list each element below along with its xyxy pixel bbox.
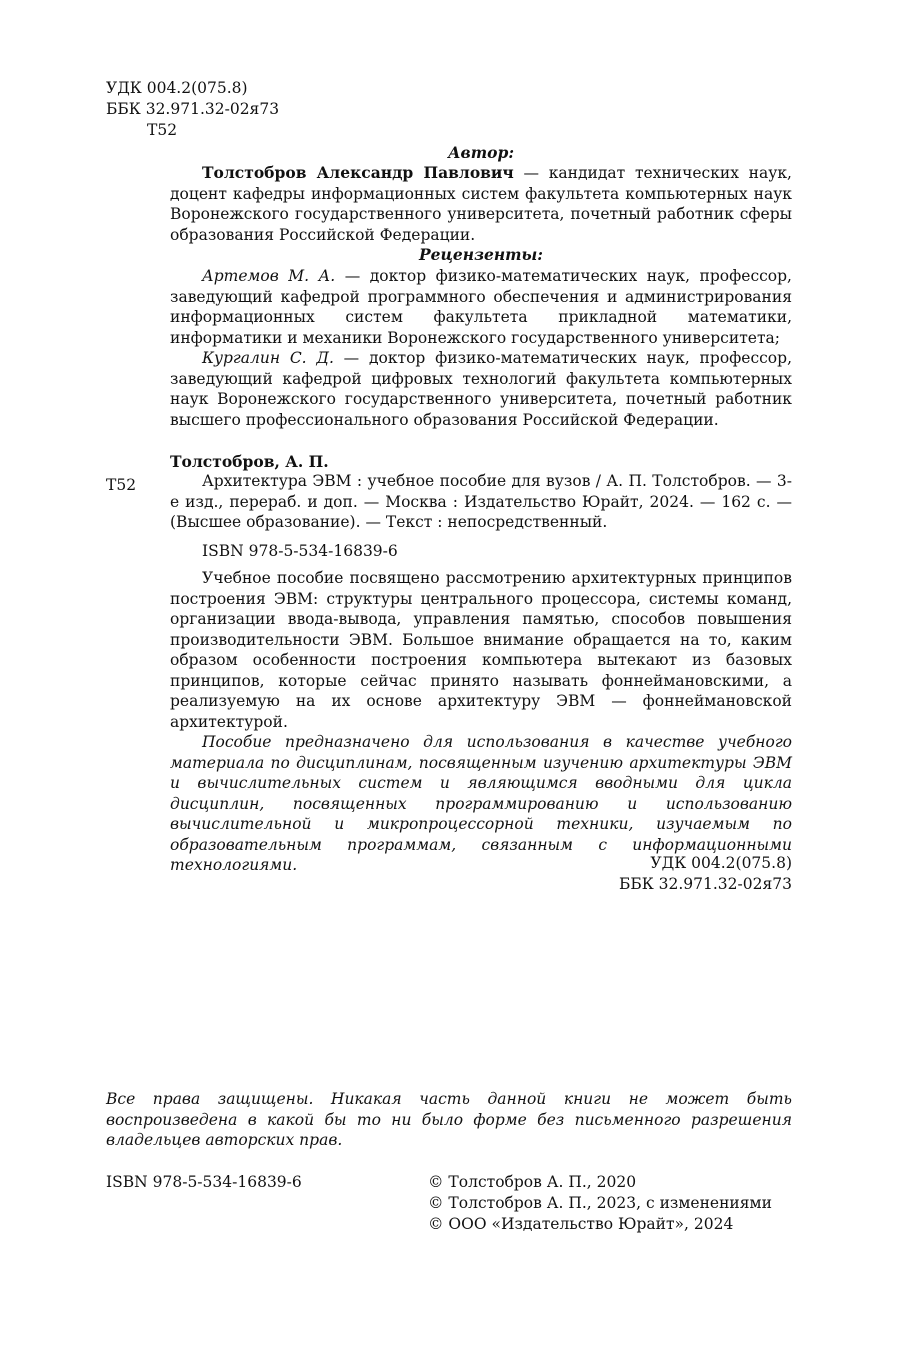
bbk-top: ББК 32.971.32-02я73: [106, 100, 280, 118]
annotation-paragraph-2: Пособие предназначено для использования в качестве учебного материала по дисциплинам, посвященным изучению архитектуры ЭВМ и вычислительных систем и являющимся вводными для цикла дисциплин, посвященных программированию и использованию вычислительной и микропроцессорной техники, изучаемым по образовательным программам, связанным с информационными технологиями.: [170, 733, 792, 874]
author-mark-top: Т52: [147, 121, 178, 139]
reviewer-1-name: Артемов М. А.: [202, 267, 336, 285]
copyright-line-2: © Толстобров А. П., 2023, с изменениями: [428, 1194, 772, 1212]
bib-author-heading: Толстобров, А. П.: [170, 452, 329, 471]
annotation-bbk: ББК 32.971.32-02я73: [618, 875, 792, 893]
reviewer-2-description: — доктор физико-математических наук, профессор, заведующий кафедрой цифровых технологий факультета компьютерных наук Воронежского государственного университета, почетный работник высшего профессионального образования Российской Федерации.: [170, 349, 792, 429]
copyright-line-3: © ООО «Издательство Юрайт», 2024: [428, 1215, 734, 1233]
annotation-udk: УДК 004.2(075.8): [650, 854, 792, 872]
bib-description: Архитектура ЭВМ : учебное пособие для вузов / А. П. Толстобров. — 3-е изд., перераб. и доп. — Москва : Издательство Юрайт, 2024. — 162 с. — (Высшее образование). — Текст : непосредственный.: [170, 472, 792, 531]
reviewer-2: [170, 348, 792, 430]
footer-isbn: ISBN 978-5-534-16839-6: [106, 1173, 302, 1191]
udk-top: УДК 004.2(075.8): [106, 79, 248, 97]
author-name: Толстобров Александр Павлович: [202, 163, 514, 182]
annotation-paragraph-1: Учебное пособие посвящено рассмотрению архитектурных принципов построения ЭВМ: структуры центрального процессора, системы команд, организации ввода-вывода, управления памятью, способов повышения производительности ЭВМ. Большое внимание обращается на то, каким образом особенности построения компьютера вытекают из базовых принципов, которые сейчас принято называть фоннеймановскими, а реализуемую на их основе архитектуру ЭВМ — фоннеймановской архитектурой.: [170, 569, 792, 731]
author-paragraph: [170, 163, 792, 245]
bib-author-mark: Т52: [106, 476, 137, 494]
bib-isbn: ISBN 978-5-534-16839-6: [202, 542, 398, 560]
reviewers-heading: Рецензенты:: [418, 245, 544, 264]
reviewer-2-name: Кургалин С. Д.: [202, 349, 334, 367]
author-heading: Автор:: [447, 143, 515, 162]
rights-notice: Все права защищены. Никакая часть данной книги не может быть воспроизведена в какой бы то ни было форме без письменного разрешения владельцев авторских прав.: [106, 1090, 792, 1149]
author-description: — кандидат технических наук, доцент кафедры информационных систем факультета компьютерных наук Воронежского государственного университета, почетный работник сферы образования Российской Федерации.: [170, 164, 792, 244]
reviewer-1-description: — доктор физико-математических наук, профессор, заведующий кафедрой программного обеспечения и администрирования информационных систем факультета прикладной математики, информатики и механики Воронежского государственного университета;: [170, 267, 792, 347]
copyright-line-1: © Толстобров А. П., 2020: [428, 1173, 637, 1191]
reviewer-1: [170, 266, 792, 348]
